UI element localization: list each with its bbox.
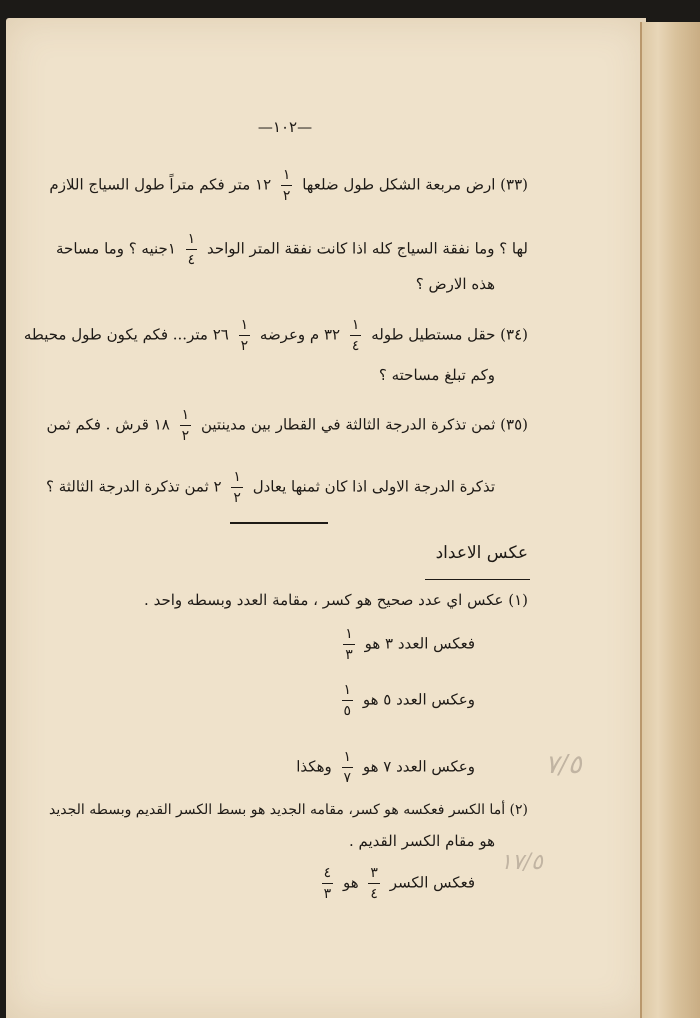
text: ٢٦ متر... فكم يكون طول محيطه: [23, 325, 229, 344]
text: ١٨ قرش . فكم ثمن: [46, 415, 170, 434]
rule-1-example-1: [338, 627, 475, 662]
text: وعكس العدد ٧ هو: [362, 757, 475, 776]
section-title: عكس الاعداد: [435, 543, 528, 563]
text: ١جنيه ؟ وما مساحة: [56, 239, 176, 258]
fraction: $\frac{١}{٣}$: [345, 626, 353, 663]
fraction: $\frac{١}{٢}$: [233, 469, 241, 506]
text: ٣٢ م وعرضه: [259, 325, 341, 344]
page-edge: [640, 22, 700, 1018]
text: هو: [342, 873, 359, 892]
rule-1-example-3: [296, 750, 475, 785]
rule-2-line-1: (٢) أما الكسر فعكسه هو كسر، مقامه الجديد هو بسط الكسر القديم وبسطه الجديد: [48, 802, 528, 818]
text: (٣٥) ثمن تذكرة الدرجة الثالثة في القطار بين مدينتين: [200, 415, 528, 434]
text: (٣٣) ارض مربعة الشكل طول ضلعها: [302, 175, 528, 194]
text: وعكس العدد ٥ هو: [362, 690, 475, 709]
fraction: $\frac{٤}{٣}$: [323, 865, 332, 902]
problem-35-line-2: [46, 470, 495, 505]
text: ٢ ثمن تذكرة الدرجة الثالثة ؟: [45, 477, 222, 496]
fraction: $\frac{٣}{٤}$: [370, 865, 378, 902]
problem-34-line-1: [24, 318, 528, 353]
rule-2-line-2: هو مقام الكسر القديم .: [348, 832, 495, 850]
problem-34-line-2: وكم تبلغ مساحته ؟: [378, 366, 495, 384]
problem-33-line-2: [56, 232, 528, 267]
text: وهكذا: [296, 757, 332, 776]
fraction: $\frac{١}{٥}$: [343, 682, 352, 719]
title-underline: [425, 579, 530, 580]
fraction: $\frac{١}{٧}$: [343, 749, 352, 786]
fraction: $\frac{١}{٢}$: [240, 317, 249, 354]
text: فعكس الكسر: [389, 873, 475, 892]
rule-1-example-2: [337, 683, 475, 718]
problem-33-line-1: [49, 168, 528, 203]
section-divider: [230, 522, 328, 524]
pencil-note: ١٧/٥: [500, 850, 543, 875]
text: فعكس العدد ٣ هو: [364, 634, 475, 653]
fraction: $\frac{١}{٢}$: [282, 167, 291, 204]
problem-35-line-1: [46, 408, 528, 443]
text: (٣٤) حقل مستطيل طوله: [371, 325, 528, 344]
rule-1-text: (١) عكس اي عدد صحيح هو كسر ، مقامة العدد وبسطه واحد .: [144, 591, 528, 609]
fraction: $\frac{١}{٤}$: [187, 231, 196, 268]
fraction: $\frac{١}{٢}$: [181, 407, 190, 444]
problem-33-line-3: هذه الارض ؟: [415, 275, 495, 293]
page-number: —١٠٢—: [257, 118, 313, 136]
pencil-note: ٧/٥: [545, 750, 582, 780]
text: لها ؟ وما نفقة السياج كله اذا كانت نفقة المتر الواحد: [206, 239, 528, 258]
text: ١٢ متر فكم متراً طول السياج اللازم: [49, 175, 272, 194]
text: تذكرة الدرجة الاولى اذا كان ثمنها يعادل: [252, 477, 495, 496]
fraction: $\frac{١}{٤}$: [351, 317, 360, 354]
rule-2-example: [317, 866, 475, 901]
